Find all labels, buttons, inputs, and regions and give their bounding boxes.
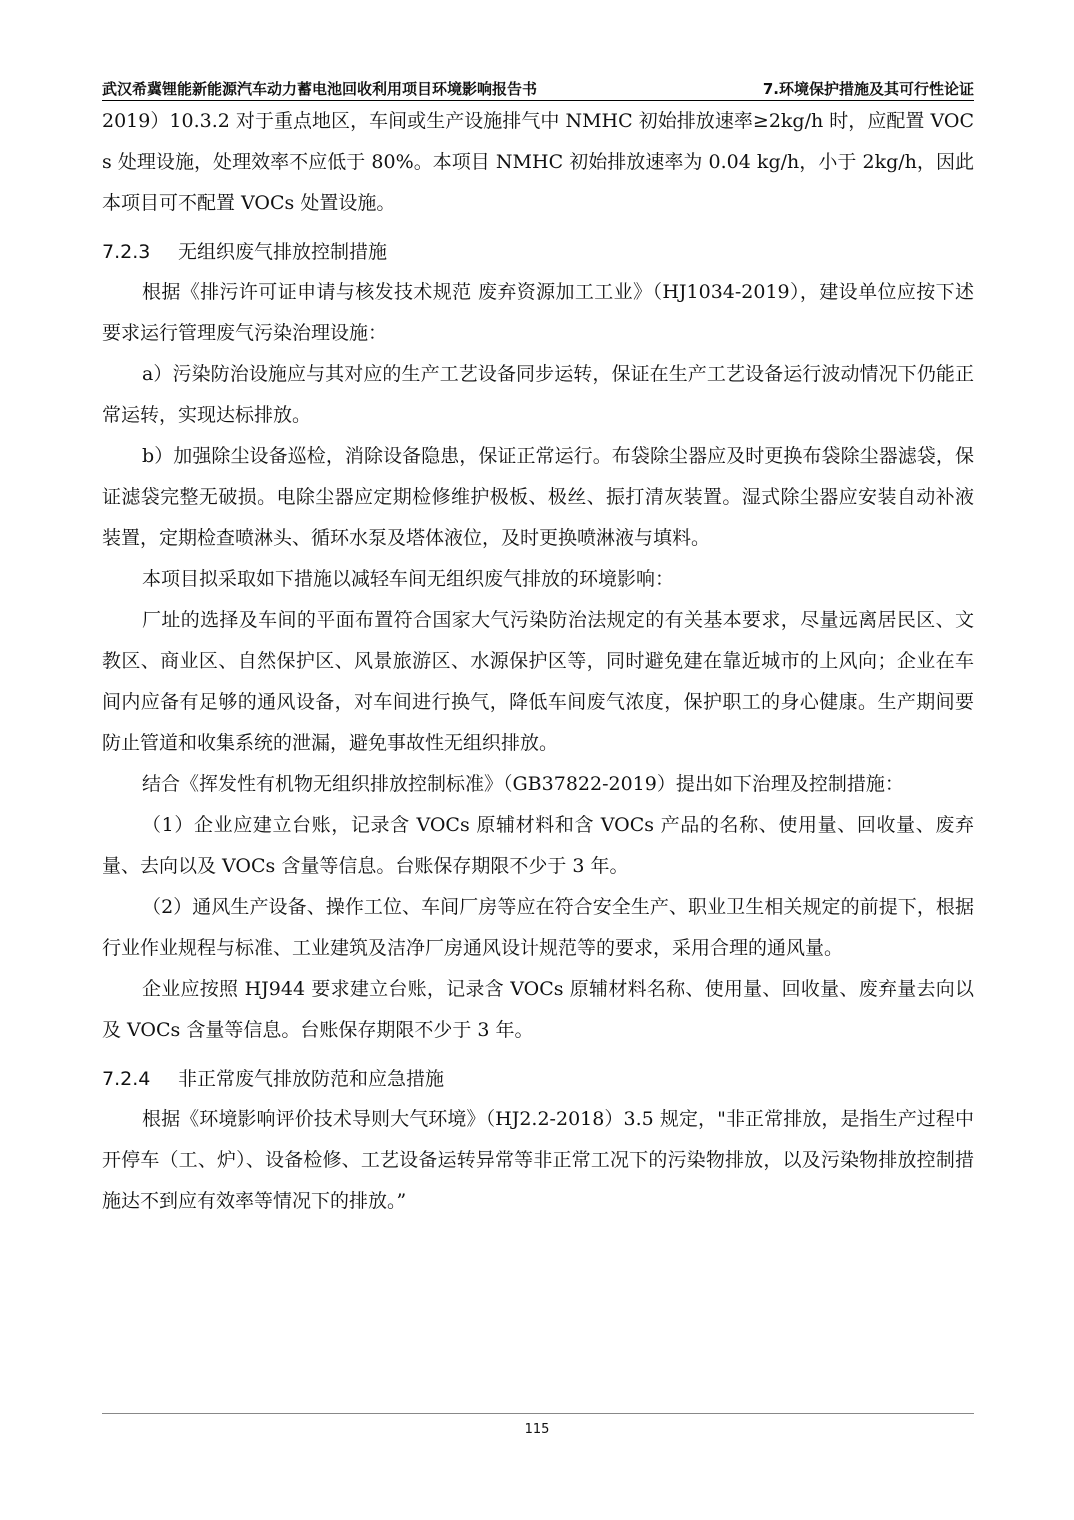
section-number: 7.2.3 bbox=[102, 241, 151, 263]
paragraph-permit-requirements: 根据《排污许可证申请与核发技术规范 废弃资源加工工业》（HJ1034-2019），建设单位应按下述要求运行管理废气污染治理设施： bbox=[102, 281, 974, 344]
paragraph-hj944-ledger: 企业应按照 HJ944 要求建立台账，记录含 VOCs 原辅材料名称、使用量、回收量、废弃量去向以及 VOCs 含量等信息。台账保存期限不少于 3 年。 bbox=[102, 978, 974, 1041]
running-header bbox=[102, 76, 974, 100]
section-title: 非正常废气排放防范和应急措施 bbox=[178, 1068, 445, 1090]
header-report-title: 武汉希冀锂能新能源汽车动力蓄电池回收利用项目环境影响报告书 bbox=[102, 80, 538, 98]
paragraph-item-2: （2）通风生产设备、操作工位、车间厂房等应在符合安全生产、职业卫生相关规定的前提下，根据行业作业规程与标准、工业建筑及洁净厂房通风设计规范等的要求，采用合理的通风量。 bbox=[102, 896, 974, 959]
section-title: 无组织废气排放控制措施 bbox=[178, 241, 388, 263]
section-heading-7-2-3 bbox=[102, 224, 974, 272]
page-body bbox=[102, 101, 974, 1222]
paragraph-item-a: a）污染防治设施应与其对应的生产工艺设备同步运转，保证在生产工艺设备运行波动情况下仍能正常运转，实现达标排放。 bbox=[102, 363, 974, 426]
paragraph-item-b: b）加强除尘设备巡检，消除设备隐患，保证正常运行。布袋除尘器应及时更换布袋除尘器滤袋，保证滤袋完整无破损。电除尘器应定期检修维护极板、极丝、振打清灰装置。湿式除尘器应安装自动补液装置，定期检查喷淋头、循环水泵及塔体液位，及时更换喷淋液与填料。 bbox=[102, 445, 974, 549]
paragraph-site-layout: 厂址的选择及车间的平面布置符合国家大气污染防治法规定的有关基本要求，尽量远离居民区、文教区、商业区、自然保护区、风景旅游区、水源保护区等，同时避免建在靠近城市的上风向；企业在车间内应备有足够的通风设备，对车间进行换气，降低车间废气浓度，保护职工的身心健康。生产期间要防止管道和收集系统的泄漏，避免事故性无组织排放。 bbox=[102, 609, 974, 754]
paragraph-abnormal-emission-definition: 根据《环境影响评价技术导则大气环境》（HJ2.2-2018）3.5 规定，"非正常排放，是指生产过程中开停车（工、炉）、设备检修、工艺设备运转异常等非正常工况下的污染物排放，以及污染物排放控制措施达不到应有效率等情况下的排放。” bbox=[102, 1108, 974, 1212]
section-number: 7.2.4 bbox=[102, 1068, 151, 1090]
paragraph-measures-intro: 本项目拟采取如下措施以减轻车间无组织废气排放的环境影响： bbox=[142, 568, 675, 590]
footer-divider bbox=[102, 1413, 974, 1414]
paragraph-vocs-threshold: 2019）10.3.2 对于重点地区，车间或生产设施排气中 NMHC 初始排放速率≥2kg/h 时，应配置 VOCs 处理设施，处理效率不应低于 80%。本项目 NMHC 初始排放速率为 0.04 kg/h，小于 2kg/h，因此本项目可不配置 VOCs 处置设施。 bbox=[102, 110, 974, 214]
paragraph-gb37822: 结合《挥发性有机物无组织排放控制标准》（GB37822-2019）提出如下治理及控制措施： bbox=[142, 773, 904, 795]
paragraph-item-1: （1）企业应建立台账，记录含 VOCs 原辅材料和含 VOCs 产品的名称、使用量、回收量、废弃量、去向以及 VOCs 含量等信息。台账保存期限不少于 3 年。 bbox=[102, 814, 974, 877]
header-chapter-title: 7.环境保护措施及其可行性论证 bbox=[762, 80, 974, 98]
page-number: 115 bbox=[524, 1422, 550, 1437]
section-heading-7-2-4 bbox=[102, 1051, 974, 1099]
